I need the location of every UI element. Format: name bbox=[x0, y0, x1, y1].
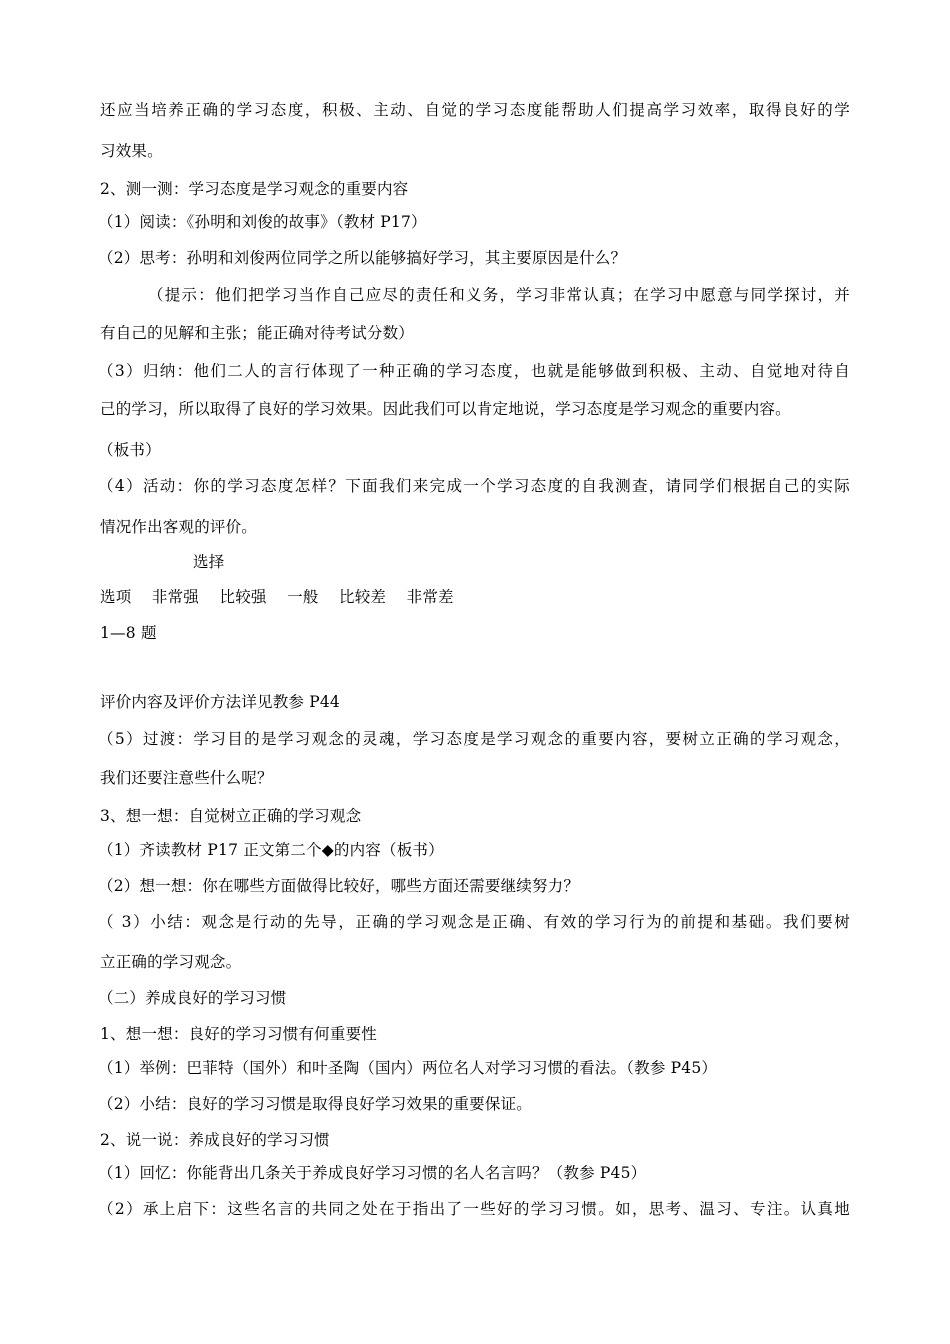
paragraph-line: （板书） bbox=[98, 441, 161, 459]
list-item: （1）齐读教材 P17 正文第二个◆的内容（板书） bbox=[98, 841, 444, 859]
list-item: （3）归纳：他们二人的言行体现了一种正确的学习态度，也就是能够做到积极、主动、自觉地对待自 bbox=[98, 362, 850, 380]
list-item: （2）想一想：你在哪些方面做得比较好，哪些方面还需要继续努力？ bbox=[98, 877, 580, 895]
list-item: （2）小结：良好的学习习惯是取得良好学习效果的重要保证。 bbox=[98, 1095, 532, 1113]
section-heading: 1、想一想：良好的学习习惯有何重要性 bbox=[100, 1025, 377, 1043]
hint-line: （提示：他们把学习当作自己应尽的责任和义务，学习非常认真；在学习中愿意与同学探讨，并 bbox=[148, 286, 850, 304]
paragraph-line: 评价内容及评价方法详见教参 P44 bbox=[100, 693, 340, 711]
table-row: 1—8 题 bbox=[100, 624, 157, 642]
paragraph-line: 立正确的学习观念。 bbox=[100, 953, 242, 971]
list-item: （ 3）小结：观念是行动的先导，正确的学习观念是正确、有效的学习行为的前提和基础。我们要树 bbox=[98, 913, 850, 931]
hint-line: 有自己的见解和主张；能正确对待考试分数） bbox=[100, 324, 415, 342]
section-heading: 3、想一想：自觉树立正确的学习观念 bbox=[100, 807, 362, 825]
list-item: （2）思考：孙明和刘俊两位同学之所以能够搞好学习，其主要原因是什么？ bbox=[98, 249, 627, 267]
paragraph-line: 还应当培养正确的学习态度，积极、主动、自觉的学习态度能帮助人们提高学习效率，取得良好的学 bbox=[100, 101, 850, 119]
paragraph-line: 习效果。 bbox=[100, 142, 163, 160]
list-item: （1）阅读：《孙明和刘俊的故事》（教材 P17） bbox=[98, 213, 427, 231]
paragraph-line: 己的学习，所以取得了良好的学习效果。因此我们可以肯定地说，学习态度是学习观念的重要内容。 bbox=[100, 400, 791, 418]
section-heading: 2、说一说：养成良好的学习习惯 bbox=[100, 1131, 330, 1149]
list-item: （1）举例：巴菲特（国外）和叶圣陶（国内）两位名人对学习习惯的看法。（教参 P45） bbox=[98, 1059, 718, 1077]
list-item: （1）回忆：你能背出几条关于养成良好学习习惯的名人名言吗？（教参 P45） bbox=[98, 1164, 647, 1182]
table-row: 选项 非常强 比较强 一般 比较差 非常差 bbox=[100, 588, 454, 606]
list-item: （5）过渡：学习目的是学习观念的灵魂，学习态度是学习观念的重要内容，要树立正确的学习观念， bbox=[98, 730, 850, 748]
paragraph-line: 情况作出客观的评价。 bbox=[100, 518, 258, 536]
list-item: （4）活动：你的学习态度怎样？下面我们来完成一个学习态度的自我测查，请同学们根据自己的实际 bbox=[98, 477, 850, 495]
table-header: 选择 bbox=[193, 553, 225, 571]
section-heading: （二）养成良好的学习习惯 bbox=[98, 989, 287, 1007]
paragraph-line: 我们还要注意些什么呢？ bbox=[100, 769, 273, 787]
list-item: （2）承上启下：这些名言的共同之处在于指出了一些好的学习习惯。如，思考、温习、专注。认真地 bbox=[98, 1200, 850, 1218]
section-heading: 2、测一测：学习态度是学习观念的重要内容 bbox=[100, 180, 409, 198]
